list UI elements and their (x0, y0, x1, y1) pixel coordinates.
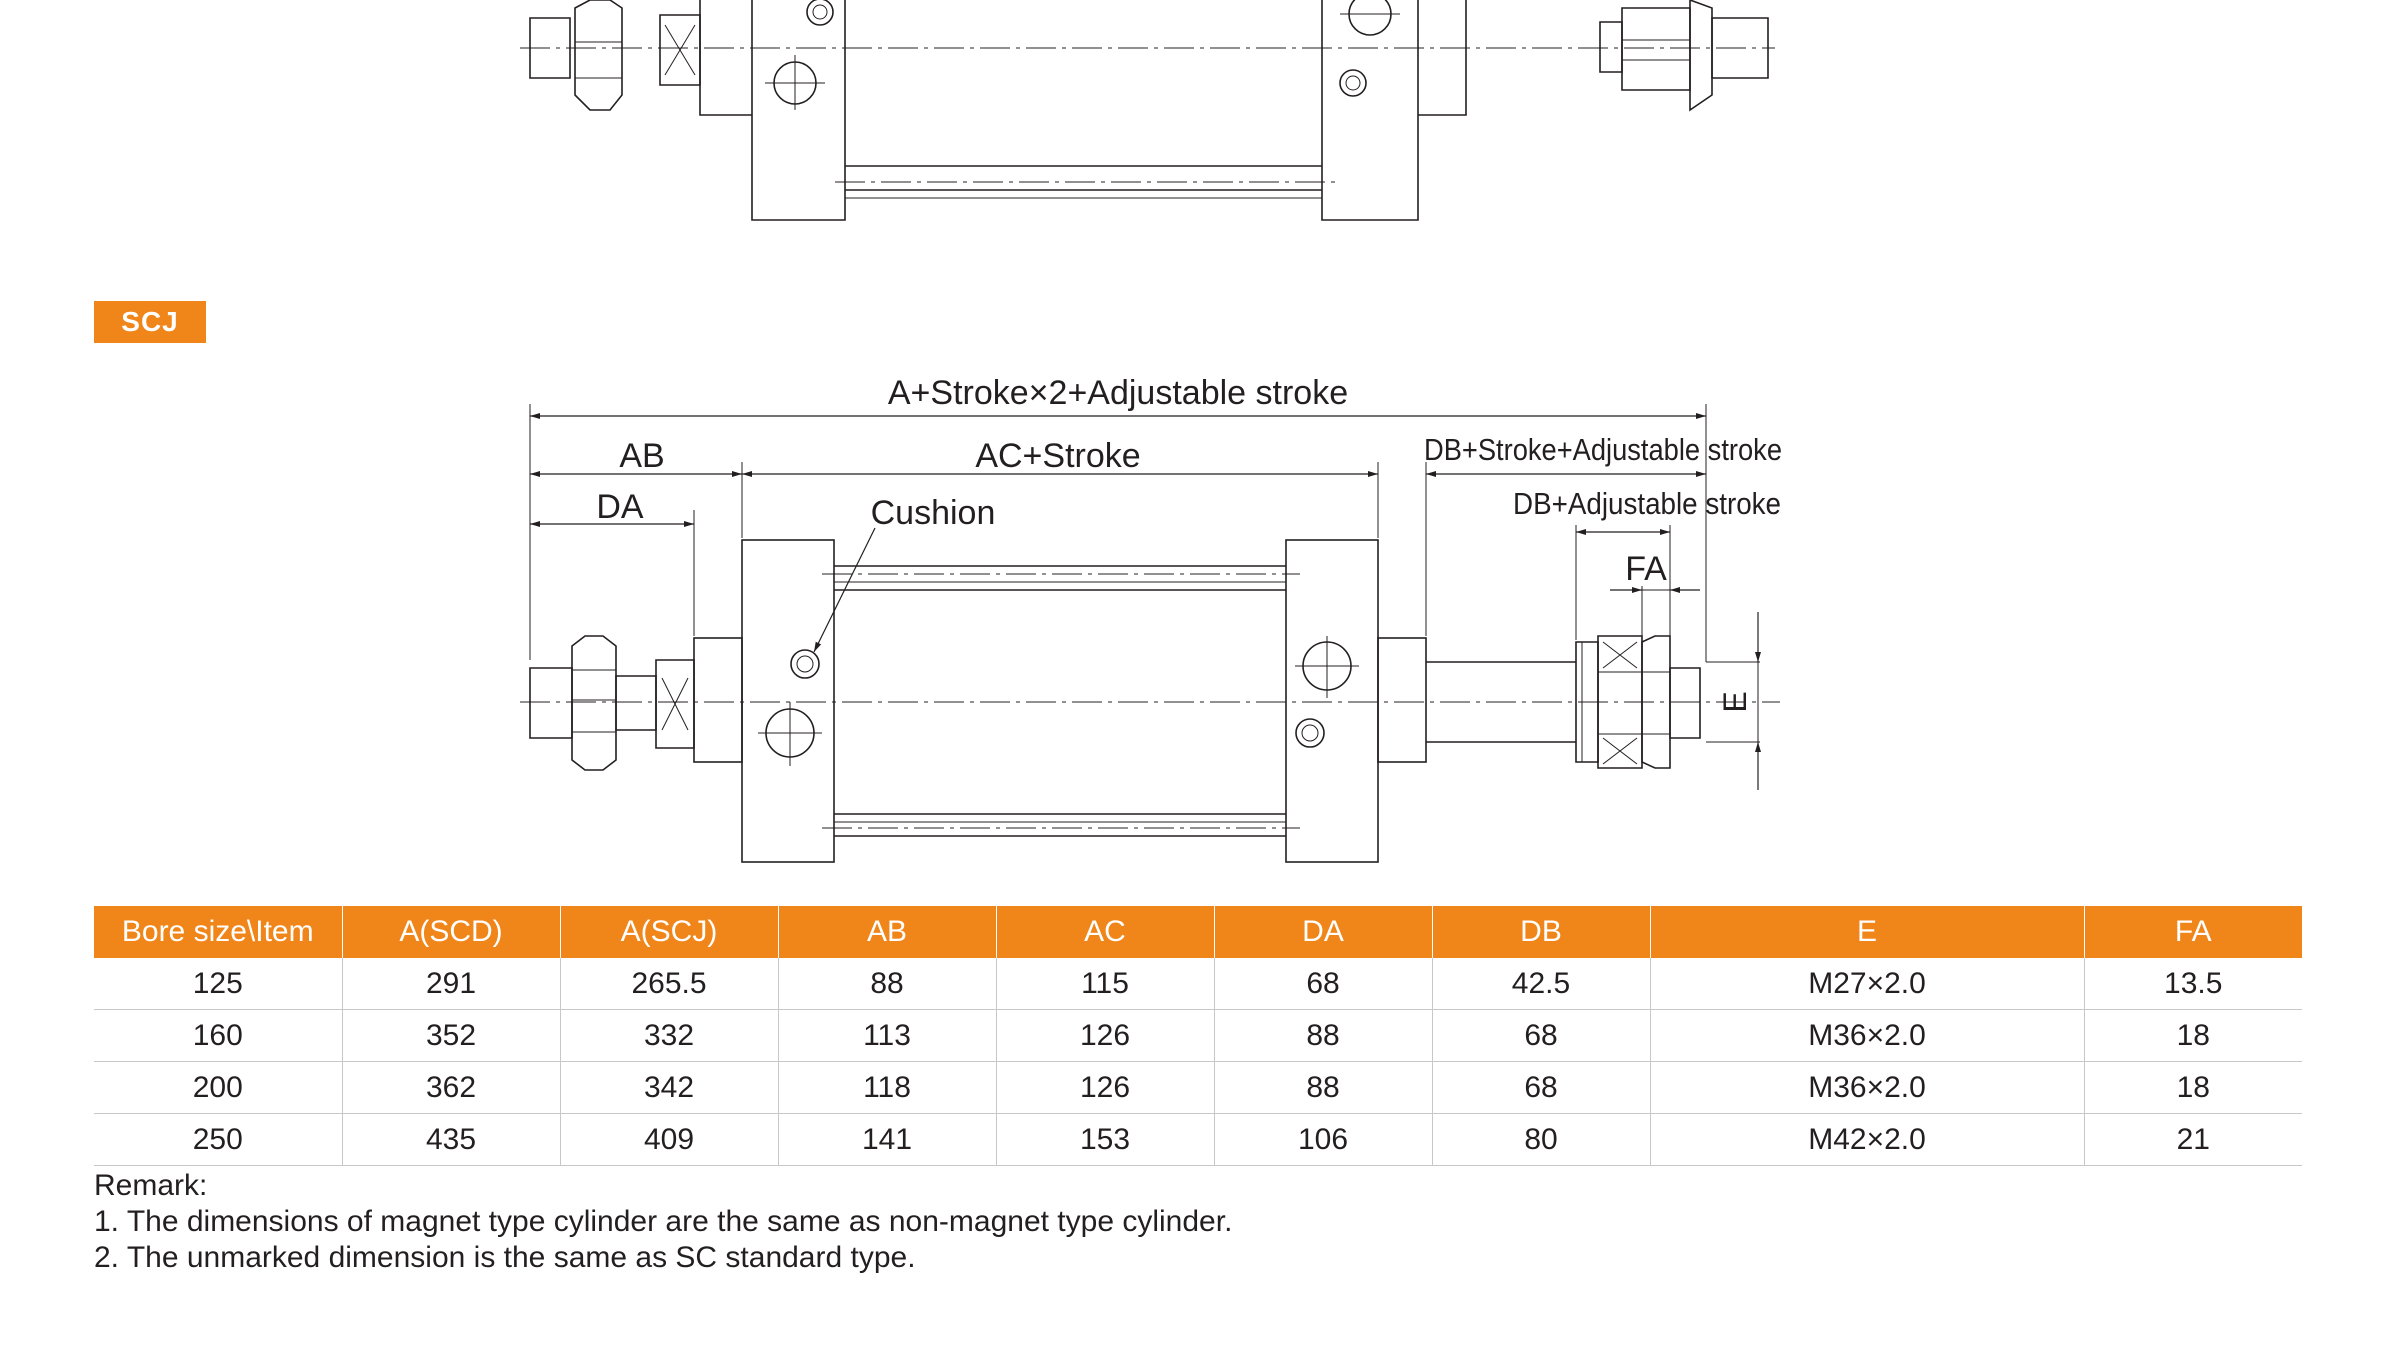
table-cell: 118 (778, 1062, 996, 1114)
table-cell: 291 (342, 958, 560, 1010)
table-cell: 342 (560, 1062, 778, 1114)
table-cell: 115 (996, 958, 1214, 1010)
table-cell: 265.5 (560, 958, 778, 1010)
table-cell: 18 (2084, 1010, 2302, 1062)
table-cell: M42×2.0 (1650, 1114, 2084, 1166)
table-cell: 106 (1214, 1114, 1432, 1166)
table-cell: 153 (996, 1114, 1214, 1166)
remarks-block (94, 1168, 1232, 1276)
dim-total-label: A+Stroke×2+Adjustable stroke (887, 374, 1349, 412)
dimensions-table (94, 906, 2302, 1166)
table-row (94, 1010, 2302, 1062)
table-cell: 68 (1214, 958, 1432, 1010)
table-cell: 126 (996, 1010, 1214, 1062)
table-cell: 352 (342, 1010, 560, 1062)
table-cell: 21 (2084, 1114, 2302, 1166)
table-cell: 160 (94, 1010, 342, 1062)
top-cylinder-drawing (520, 0, 1775, 220)
section-badge-scj: SCJ (94, 301, 206, 343)
table-cell: 126 (996, 1062, 1214, 1114)
header-bore-size: Bore size\Item (94, 906, 342, 958)
table-cell: M27×2.0 (1650, 958, 2084, 1010)
table-cell: M36×2.0 (1650, 1062, 2084, 1114)
table-cell: 250 (94, 1114, 342, 1166)
dim-db-stroke-label: DB+Stroke+Adjustable stroke (1424, 432, 1782, 467)
remarks-title: Remark: (94, 1169, 208, 1202)
table-header-row (94, 906, 2302, 958)
dim-e-label: E (1717, 691, 1753, 713)
header-ab: AB (778, 906, 996, 958)
table-cell: 18 (2084, 1062, 2302, 1114)
table-row (94, 1114, 2302, 1166)
table-cell: 435 (342, 1114, 560, 1166)
table-cell: 42.5 (1432, 958, 1650, 1010)
dim-da-label: DA (596, 488, 644, 526)
header-da: DA (1214, 906, 1432, 958)
table-cell: 13.5 (2084, 958, 2302, 1010)
dim-ac-label: AC+Stroke (975, 437, 1141, 475)
table-cell: 200 (94, 1062, 342, 1114)
header-ac: AC (996, 906, 1214, 958)
header-fa: FA (2084, 906, 2302, 958)
header-a-scj: A(SCJ) (560, 906, 778, 958)
header-a-scd: A(SCD) (342, 906, 560, 958)
table-cell: 88 (1214, 1062, 1432, 1114)
table-cell: 332 (560, 1010, 778, 1062)
remark-item: 1. The dimensions of magnet type cylinder are the same as non-magnet type cylinder. (94, 1205, 1233, 1238)
table-cell: 362 (342, 1062, 560, 1114)
table-cell: 68 (1432, 1010, 1650, 1062)
table-row (94, 958, 2302, 1010)
table-cell: 125 (94, 958, 342, 1010)
table-cell: 88 (1214, 1010, 1432, 1062)
table-row (94, 1062, 2302, 1114)
table-cell: 80 (1432, 1114, 1650, 1166)
table-cell: 68 (1432, 1062, 1650, 1114)
scj-cylinder-drawing (520, 528, 1780, 862)
dim-fa-label: FA (1625, 550, 1667, 588)
remark-item: 2. The unmarked dimension is the same as SC standard type. (94, 1241, 916, 1274)
dim-ab-label: AB (619, 437, 665, 475)
table-cell: 113 (778, 1010, 996, 1062)
dimension-labels (596, 374, 1782, 713)
table-cell: 88 (778, 958, 996, 1010)
table-cell: 141 (778, 1114, 996, 1166)
dim-db-adj-label: DB+Adjustable stroke (1513, 486, 1781, 521)
header-e: E (1650, 906, 2084, 958)
header-db: DB (1432, 906, 1650, 958)
table-cell: 409 (560, 1114, 778, 1166)
table-cell: M36×2.0 (1650, 1010, 2084, 1062)
dim-cushion-label: Cushion (870, 494, 996, 532)
